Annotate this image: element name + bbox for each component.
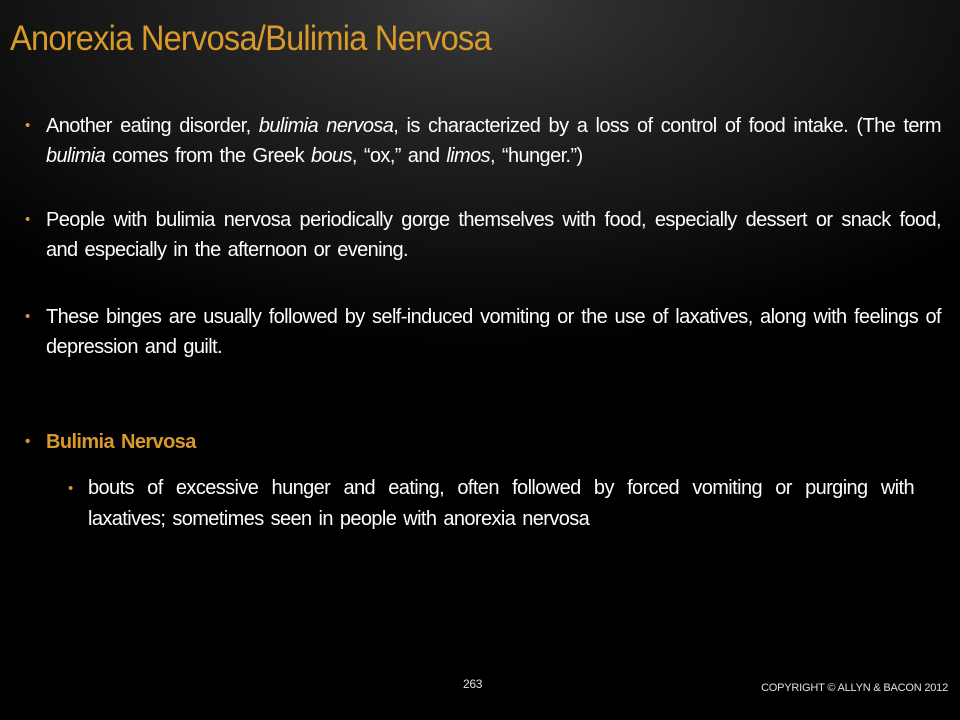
bullet-marker: •	[25, 211, 30, 228]
bullet-marker: •	[25, 433, 30, 450]
bullet-text-italic: bulimia nervosa	[258, 115, 394, 137]
bullet-item-3	[25, 302, 941, 362]
page-number: 263	[463, 677, 483, 691]
bullet-text-italic: bulimia	[46, 145, 106, 167]
bullet-marker: •	[25, 117, 30, 134]
bullet-item-2	[25, 205, 941, 265]
bullet-text: People with bulimia nervosa periodically gorge themselves with food, especially dessert or snack food, and especially in the afternoon or evening.	[46, 209, 941, 261]
bullet-text: These binges are usually followed by self-induced vomiting or the use of laxatives, along with feelings of depression and guilt.	[46, 306, 941, 358]
bullet-text-italic: limos	[446, 145, 490, 167]
bullet-text-part: Another eating disorder,	[46, 115, 259, 137]
bullet-heading-text: Bulimia Nervosa	[46, 431, 196, 453]
slide-title: Anorexia Nervosa/Bulimia Nervosa	[10, 19, 491, 58]
bullet-text-italic: bous	[310, 145, 352, 167]
sub-bullet-text: bouts of excessive hunger and eating, often followed by forced vomiting or purging with laxatives; sometimes seen in people with anorexia nervosa	[88, 477, 914, 530]
sub-bullet-item	[68, 473, 914, 535]
bullet-item-heading	[25, 427, 941, 457]
bullet-item-1	[25, 111, 941, 171]
copyright-notice: COPYRIGHT © ALLYN & BACON 2012	[761, 682, 948, 694]
sub-bullet-marker: •	[68, 480, 73, 497]
bullet-marker: •	[25, 308, 30, 325]
bullet-text-part: comes from the Greek	[105, 145, 311, 167]
bullet-text-part: , “ox,” and	[351, 145, 447, 167]
bullet-text-part: , “hunger.”)	[490, 145, 583, 167]
bullet-text-part: , is characterized by a loss of control of food intake. (The term	[393, 115, 941, 137]
